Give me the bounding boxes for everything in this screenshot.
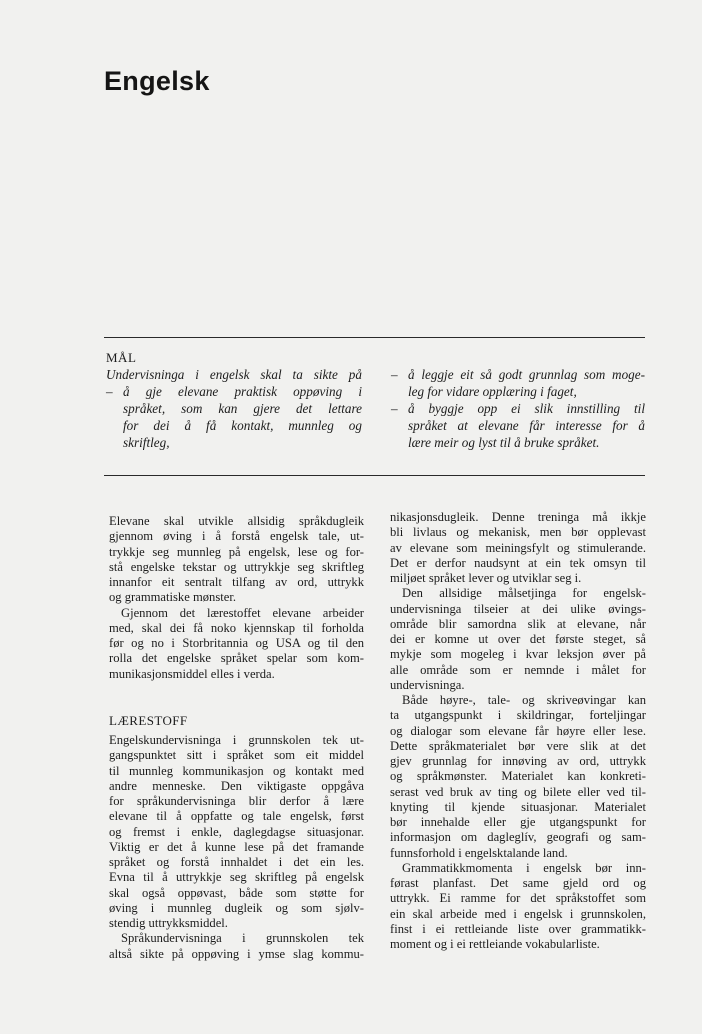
- paragraph: [109, 733, 364, 931]
- goal-line: å leggje eit så godt grunnlag som moge-: [408, 367, 645, 382]
- paragraph: [390, 693, 646, 861]
- goal-line: å byggje opp ei slik innstilling til: [408, 401, 645, 416]
- text-line: førast planfast. Det same gjeld ord og: [390, 876, 646, 890]
- goals-intro: Undervisninga i engelsk skal ta sikte på: [106, 367, 362, 382]
- text-line: bli livlaus og mekanisk, men bør opplevast: [390, 525, 646, 540]
- page-title: Engelsk: [104, 66, 210, 96]
- paragraph: [109, 606, 364, 682]
- text-line: av elevane som meiningsfylt og stimulerande.: [390, 540, 646, 555]
- text-line: informasjon om dagleglív, geografi og sam-: [390, 830, 646, 845]
- text-line: for språkundervisninga blir derfor å lære: [109, 794, 364, 808]
- text-line: elevane til å oppfatte og tale engelsk, først: [109, 809, 364, 824]
- text-line: nikasjonsdugleik. Denne treninga må ikkje: [390, 510, 646, 524]
- text-line: og grammatiske mønster.: [109, 590, 236, 605]
- text-line: rolla det engelske språket spelar som kom-: [109, 651, 364, 666]
- section-heading: LÆRESTOFF: [109, 712, 188, 728]
- paragraph: [109, 931, 364, 962]
- text-line: knyting til kjende situasjonar. Materialet: [390, 799, 646, 814]
- text-line: innanfor eit sentralt tilfang av ord, uttrykk: [109, 575, 364, 589]
- text-line: språket og forstå innhaldet i det ein les.: [109, 855, 364, 869]
- text-line: miljøet språket lever og utviklar seg i.: [390, 571, 582, 585]
- text-line: altså sikte på oppøving i ymse slag kommu-: [109, 946, 364, 961]
- text-line: funnsforhold i engelsktalande land.: [390, 845, 568, 860]
- goal-line: å gje elevane praktisk oppøving i: [123, 384, 362, 399]
- text-line: Engelskundervisninga i grunnskolen tek ut-: [109, 733, 364, 747]
- text-line: bør innehalde eller gje utgangspunkt for: [390, 815, 646, 829]
- text-line: ein skal arbeide med i engelsk i grunnskolen,: [390, 906, 646, 921]
- bottom-divider: [104, 475, 645, 476]
- paragraph: [390, 586, 646, 693]
- text-line: Det er derfor naudsynt at ein tek omsyn til: [390, 555, 646, 570]
- text-line: finst i ei rettleiande liste over grammatikk-: [390, 921, 646, 936]
- text-line: moment og i ei rettleiande vokabularliste.: [390, 937, 600, 951]
- text-line: og fremst i enkle, daglegdagse situasjonar.: [109, 824, 364, 839]
- goal-line: lære meir og lyst til å bruke språket.: [408, 435, 600, 450]
- text-line: og språkmønster. Materialet kan konkreti-: [390, 769, 646, 784]
- text-line: Grammatikkmomenta i engelsk bør inn-: [402, 860, 646, 875]
- goal-line: for dei å få kontakt, munnleg og: [123, 418, 362, 433]
- goal-dash: –: [106, 384, 113, 399]
- goal-item: [106, 383, 362, 451]
- text-line: undervisninga tilseier at dei ulike øvings-: [390, 601, 646, 616]
- text-line: skal også oppøvast, både som støtte for: [109, 885, 364, 900]
- text-line: mykje som mogeleg i kvar leksjon øver på: [390, 647, 646, 662]
- text-line: Viktig er det å kunne lese på det framande: [109, 839, 364, 854]
- paragraph: [109, 514, 364, 606]
- goal-dash: –: [391, 401, 398, 416]
- text-line: med, skal dei få noko kjennskap til forholda: [109, 620, 364, 635]
- text-line: Evna til å uttrykkje seg skriftleg på engelsk: [109, 870, 364, 885]
- text-line: øving i munnleg dugleik og som sjølv-: [109, 900, 364, 915]
- text-line: dei er komne ut over det første steget, så: [390, 632, 646, 646]
- goal-line: språket at elevane får interesse for å: [408, 418, 645, 433]
- goal-item: [391, 400, 645, 451]
- text-line: alle område som er nemnde i målet for: [390, 662, 646, 677]
- text-line: og dialogar som elevane får høyre eller lese.: [390, 723, 646, 738]
- text-line: område blir samordna slik at elevane, når: [390, 616, 646, 631]
- text-line: Språkundervisninga i grunnskolen tek: [121, 931, 364, 946]
- goals-left-column: [106, 366, 362, 451]
- goal-dash: –: [391, 367, 398, 382]
- goal-line: leg for vidare opplæring i faget,: [408, 384, 577, 399]
- body-right-column: [390, 510, 646, 952]
- text-line: gangspunktet sitt i språket som eit middel: [109, 748, 364, 763]
- goal-line: språket, som kan gjere det lettare: [123, 401, 362, 416]
- goal-line: skriftleg,: [123, 435, 170, 450]
- paragraph: [390, 510, 646, 586]
- text-line: ta utgangspunkt i skildringar, forteljingar: [390, 708, 646, 723]
- goals-right-column: [391, 366, 645, 451]
- text-line: gjev grunnlag for innøving av ord, uttrykk: [390, 754, 646, 768]
- text-line: stendig uttrykksmiddel.: [109, 916, 228, 930]
- text-line: før og no i Storbritannia og USA og til den: [109, 636, 364, 650]
- text-line: til munnleg kommunikasjon og kontakt med: [109, 763, 364, 778]
- body-left-column: [109, 514, 364, 962]
- text-line: andre menneske. Den viktigaste oppgåva: [109, 778, 364, 793]
- text-line: stå engelske tekstar og uttrykkje seg skriftleg: [109, 559, 364, 574]
- text-line: undervisninga.: [390, 677, 465, 692]
- text-line: trykkje seg munnleg på engelsk, lese og for-: [109, 544, 364, 559]
- text-line: Både høyre-, tale- og skriveøvingar kan: [402, 693, 646, 707]
- text-line: uttrykk. Ei ramme for det språkstoffet som: [390, 891, 646, 906]
- text-line: Gjennom det lærestoffet elevane arbeider: [121, 605, 364, 620]
- text-line: munikasjonsmiddel elles i verda.: [109, 666, 275, 681]
- goals-heading: MÅL: [106, 350, 137, 365]
- text-line: gjennom øving i å forstå engelsk tale, ut-: [109, 529, 364, 544]
- goal-item: [391, 366, 645, 400]
- paragraph: [390, 861, 646, 953]
- top-divider: [104, 337, 645, 338]
- text-line: Elevane skal utvikle allsidig språkdugleik: [109, 514, 364, 528]
- text-line: Den allsidige målsetjinga for engelsk-: [402, 586, 646, 601]
- text-line: serast ved bruk av ting og bilete eller ved til-: [390, 784, 646, 799]
- text-line: Dette språkmaterialet bør vere slik at det: [390, 738, 646, 753]
